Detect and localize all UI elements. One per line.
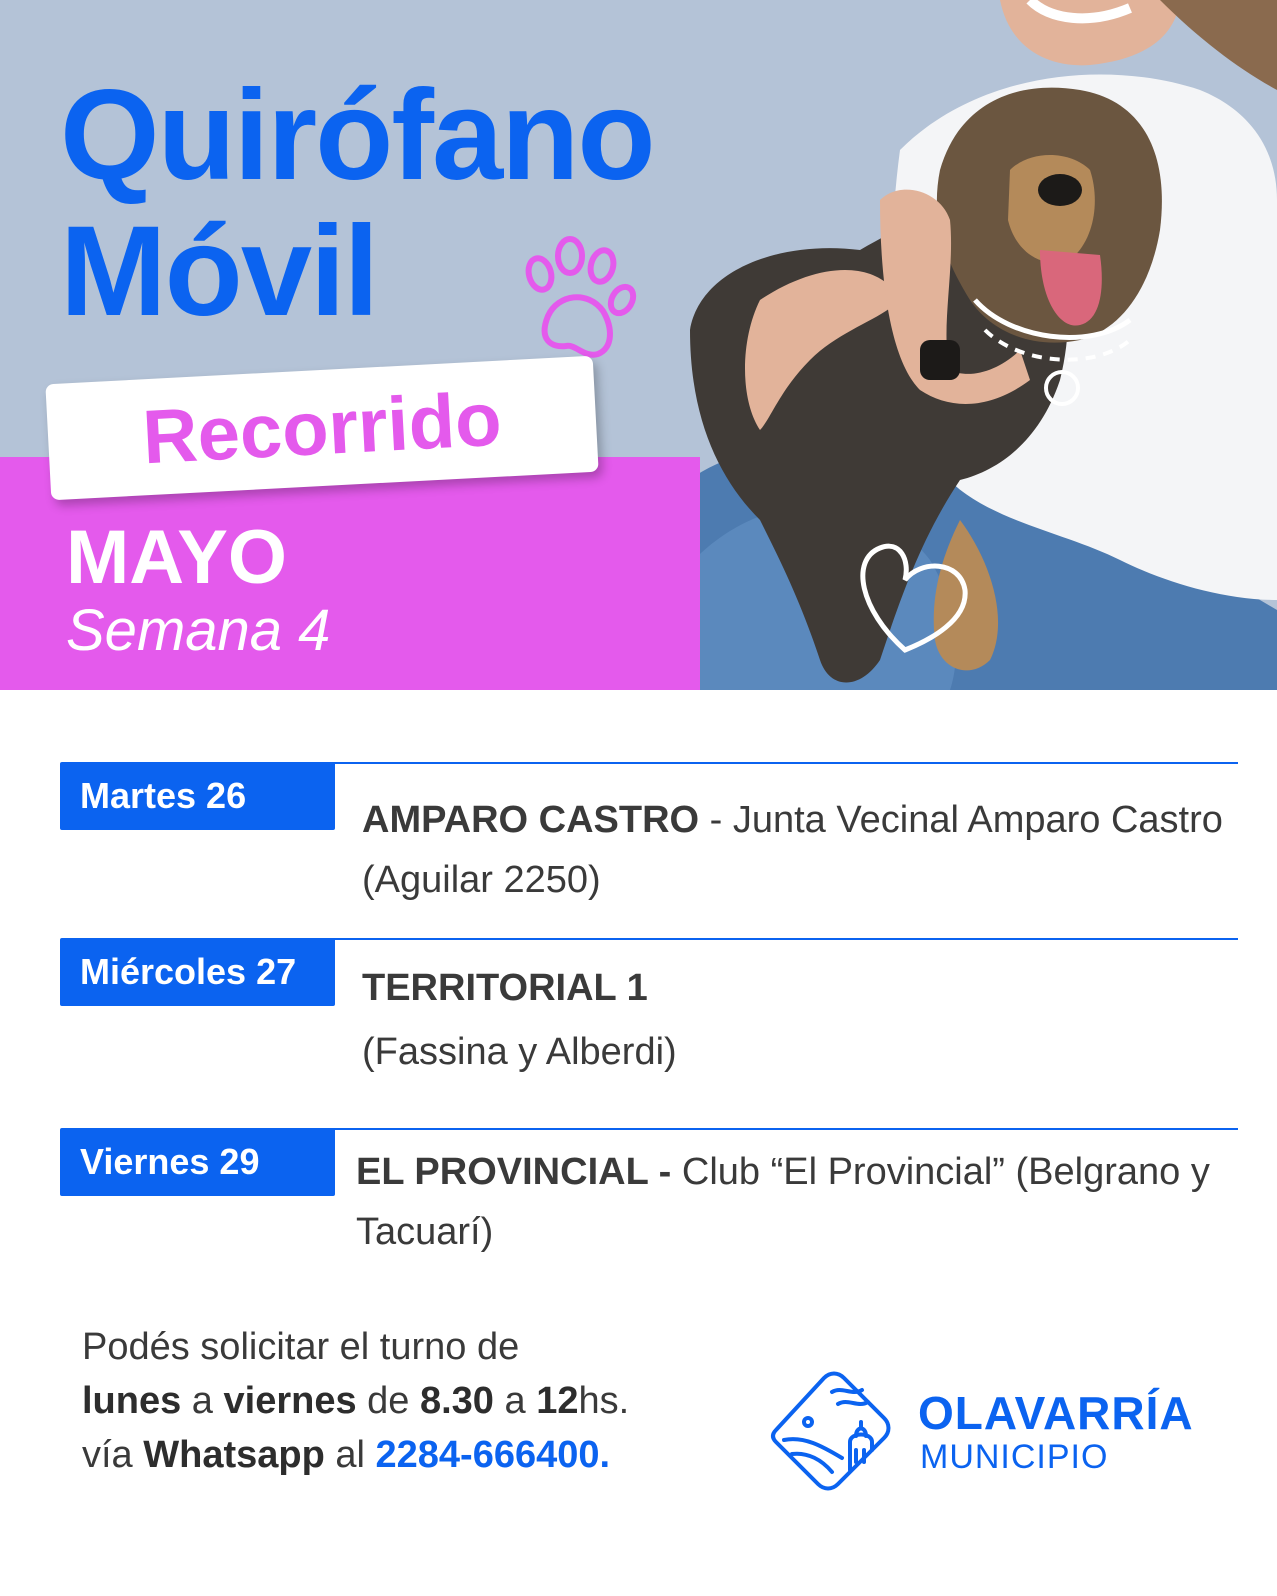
word-a: a — [493, 1380, 537, 1422]
paw-icon — [518, 236, 638, 366]
word-de: de — [356, 1380, 420, 1422]
place-detail: Club “El Provincial” (Belgrano y Tacuarí) — [356, 1151, 1210, 1253]
municipio-logo-icon — [768, 1366, 896, 1494]
place-detail: (Fassina y Alberdi) — [362, 1031, 677, 1073]
place-name: TERRITORIAL 1 — [362, 967, 648, 1009]
word-viernes: viernes — [223, 1380, 357, 1422]
word-hs: hs. — [578, 1380, 630, 1422]
word-al: al — [324, 1434, 376, 1476]
place-detail: - Junta Vecinal Amparo Castro (Aguilar 2250) — [362, 799, 1223, 901]
recorrido-label: Recorrido — [140, 376, 504, 480]
day-badge: Martes 26 — [60, 762, 335, 830]
word-a: a — [181, 1380, 224, 1422]
phone-number[interactable]: 2284-666400. — [375, 1434, 611, 1476]
day-badge: Viernes 29 — [60, 1128, 335, 1196]
week-label: Semana 4 — [66, 598, 331, 663]
row-divider — [330, 1128, 1238, 1130]
hero-banner — [0, 0, 1277, 690]
contact-info — [82, 1320, 742, 1482]
end-time: 12 — [536, 1380, 579, 1422]
row-divider — [330, 762, 1238, 764]
title-line-2: Móvil — [60, 200, 378, 343]
row-divider — [330, 938, 1238, 940]
place-name: EL PROVINCIAL - — [356, 1151, 672, 1193]
title-line-1: Quirófano — [60, 64, 654, 207]
place-text — [362, 790, 1242, 910]
contact-line-2 — [82, 1374, 742, 1428]
start-time: 8.30 — [419, 1380, 494, 1422]
place-name: AMPARO CASTRO — [362, 799, 700, 841]
schedule-row — [60, 1128, 1238, 1278]
brand-subtitle: MUNICIPIO — [920, 1438, 1109, 1476]
contact-line-1: Podés solicitar el turno de — [82, 1326, 520, 1368]
schedule-row — [60, 938, 1238, 1088]
place-text — [356, 1142, 1236, 1262]
schedule-row — [60, 762, 1238, 912]
word-whatsapp: Whatsapp — [143, 1434, 325, 1476]
day-badge: Miércoles 27 — [60, 938, 335, 1006]
month-label: MAYO — [66, 515, 288, 600]
word-via: vía — [82, 1434, 144, 1476]
contact-line-3 — [82, 1428, 742, 1482]
place-text — [362, 956, 1242, 1084]
word-lunes: lunes — [82, 1380, 182, 1422]
brand-name: OLAVARRÍA — [918, 1387, 1194, 1439]
